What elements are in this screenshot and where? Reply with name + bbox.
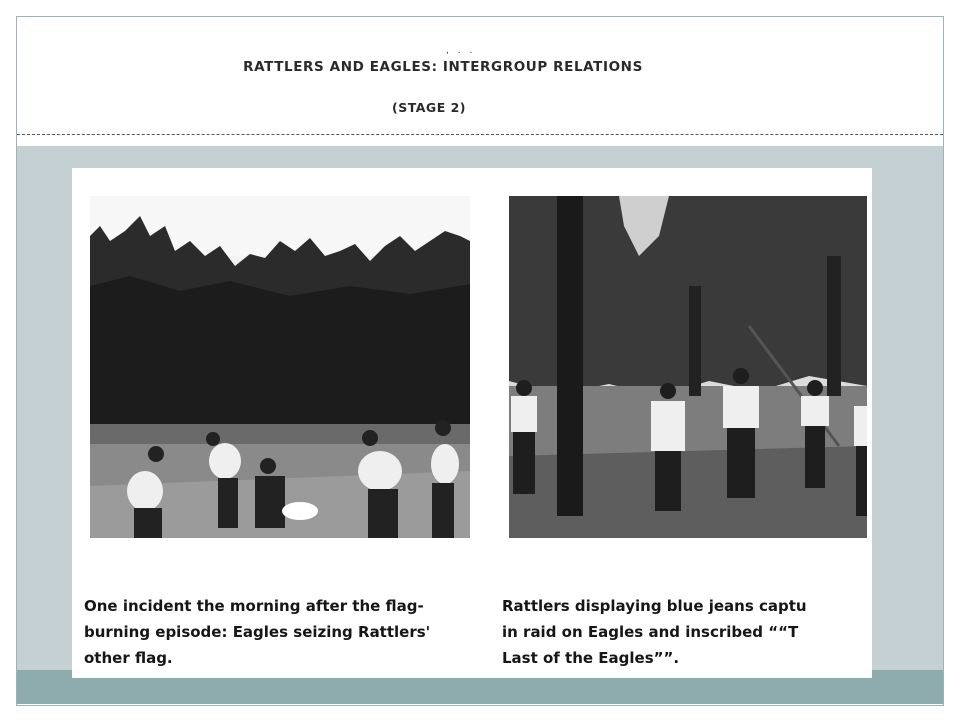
caption-line: in raid on Eagles and inscribed ““T	[502, 623, 799, 641]
caption-blue-jeans-raid	[502, 593, 872, 671]
photo-flag-seizure	[90, 196, 470, 538]
title-divider	[17, 134, 943, 135]
caption-line: Last of the Eagles””.	[502, 649, 680, 667]
caption-flag-seizure	[84, 593, 484, 671]
caption-line: other flag.	[84, 649, 173, 667]
caption-line: One incident the morning after the flag-	[84, 597, 424, 615]
photo-blue-jeans-raid	[509, 196, 867, 538]
title-area	[17, 17, 943, 134]
header-mark: , . .	[446, 46, 476, 56]
caption-line: burning episode: Eagles seizing Rattlers'	[84, 623, 431, 641]
page-title: RATTLERS AND EAGLES: INTERGROUP RELATIONS	[243, 59, 643, 75]
caption-line: Rattlers displaying blue jeans captu	[502, 597, 807, 615]
page-subtitle: (STAGE 2)	[391, 100, 466, 115]
photo-flag-seizure-image	[90, 196, 470, 538]
photo-blue-jeans-raid-image	[509, 196, 867, 538]
scanned-book-page	[72, 168, 872, 678]
